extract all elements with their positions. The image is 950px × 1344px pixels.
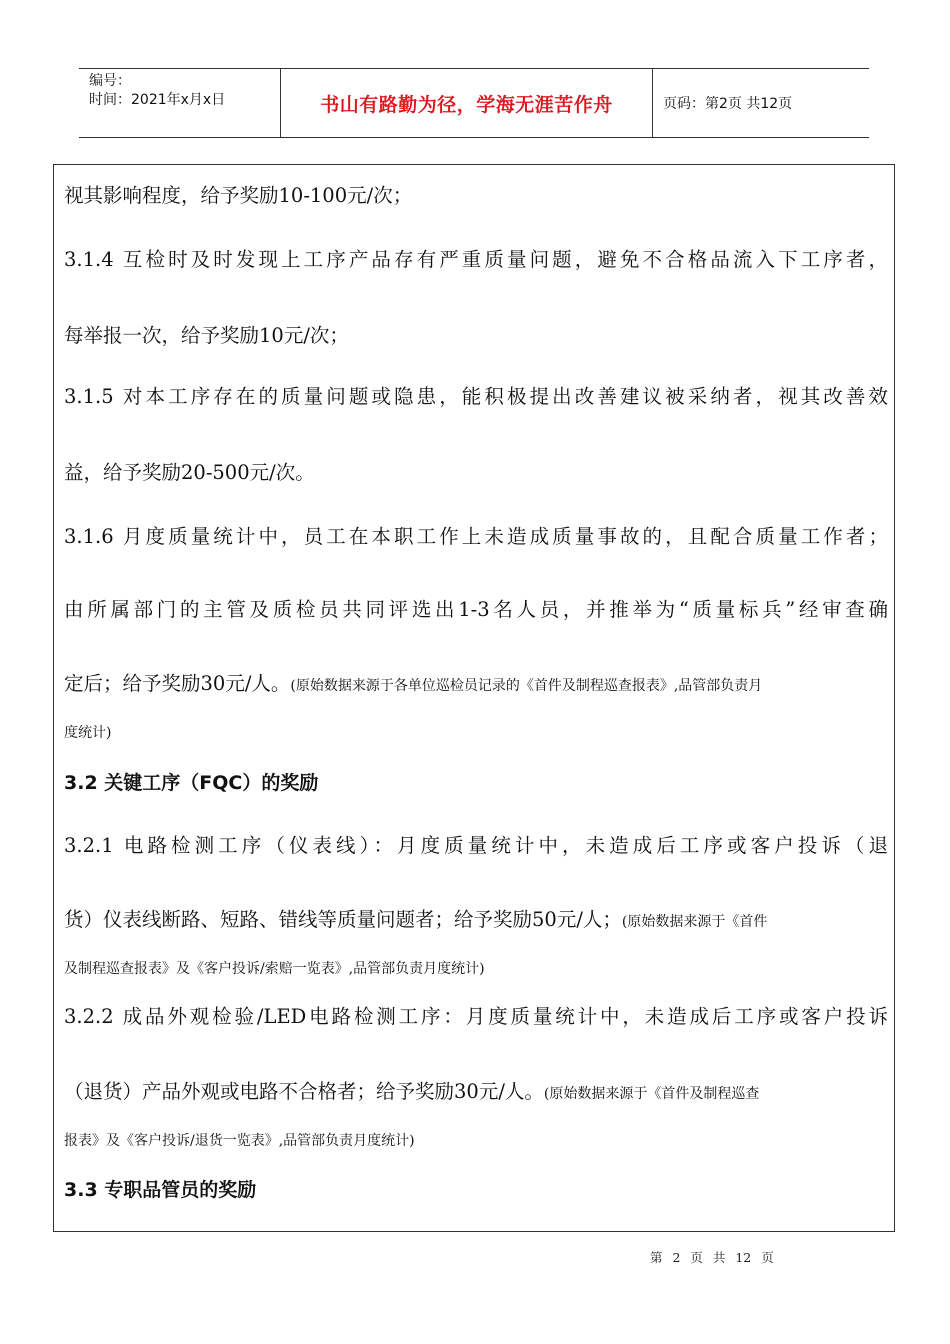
body-line: 3.1.4 互检时及时发现上工序产品存有严重质量问题，避免不合格品流入下工序者，	[64, 248, 888, 271]
body-line: 3.1.5 对本工序存在的质量问题或隐患，能积极提出改善建议被采纳者，视其改善效	[64, 385, 888, 408]
source-note: 度统计)	[64, 725, 112, 741]
body-line: 由所属部门的主管及质检员共同评选出1-3名人员，并推举为“质量标兵”经审查确	[64, 598, 888, 621]
section-heading: 3.3 专职品管员的奖励	[64, 1179, 257, 1201]
doc-date: 时间：2021年x月x日	[89, 92, 226, 108]
body-line: 货）仪表线断路、短路、错线等质量问题者；给予奖励50元/人；(原始数据来源于《首件	[64, 908, 768, 931]
header-page-info: 页码：第2页 共12页	[663, 96, 793, 112]
doc-number-label: 编号：	[89, 73, 131, 89]
header-meta	[79, 69, 281, 137]
source-note: (原始数据来源于《首件及制程巡查	[543, 1086, 760, 1102]
body-line: 3.2.1 电路检测工序（仪表线）：月度质量统计中，未造成后工序或客户投诉（退	[64, 834, 888, 857]
content-box	[53, 164, 895, 1232]
body-line: （退货）产品外观或电路不合格者；给予奖励30元/人。(原始数据来源于《首件及制程巡查	[64, 1080, 760, 1103]
page-footer: 第 2 页 共 12 页	[650, 1250, 774, 1265]
source-note: 报表》及《客户投诉/退货一览表》,品管部负责月度统计)	[64, 1133, 415, 1149]
source-note: 及制程巡查报表》及《客户投诉/索赔一览表》,品管部负责月度统计)	[64, 961, 485, 977]
source-note: (原始数据来源于各单位巡检员记录的《首件及制程巡查报表》,品管部负责月	[290, 678, 763, 694]
section-heading: 3.2 关键工序（FQC）的奖励	[64, 772, 319, 794]
body-line: 定后；给予奖励30元/人。(原始数据来源于各单位巡检员记录的《首件及制程巡查报表》,品管部负责月	[64, 672, 763, 695]
source-note: (原始数据来源于《首件	[621, 914, 768, 930]
document-header	[79, 68, 869, 138]
body-line: 3.1.6 月度质量统计中，员工在本职工作上未造成质量事故的，且配合质量工作者；	[64, 525, 888, 548]
header-motto: 书山有路勤为径，学海无涯苦作舟	[281, 69, 653, 137]
body-line: 益，给予奖励20-500元/次。	[64, 461, 315, 484]
body-line: 3.2.2 成品外观检验/LED电路检测工序：月度质量统计中，未造成后工序或客户投诉	[64, 1005, 888, 1028]
body-line: 每举报一次，给予奖励10元/次；	[64, 324, 349, 347]
body-line: 视其影响程度，给予奖励10-100元/次；	[64, 184, 413, 207]
